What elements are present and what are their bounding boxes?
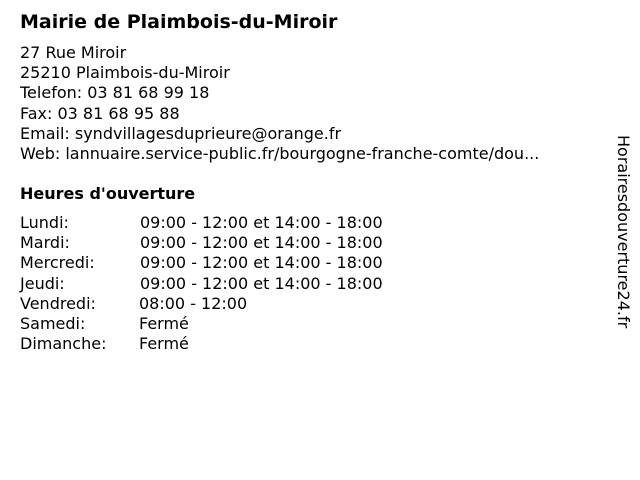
page-title: Mairie de Plaimbois-du-Miroir <box>20 11 338 33</box>
day-label: Mardi: <box>20 233 70 253</box>
address-street: 27 Rue Miroir <box>20 43 127 62</box>
website-url: Web: lannuaire.service-public.fr/bourgogne-franche-comte/dou... <box>20 144 540 164</box>
day-hours: Fermé <box>139 334 189 354</box>
day-hours: Fermé <box>139 313 189 333</box>
day-label: Samedi: <box>20 313 86 333</box>
fax-number: Fax: 03 81 68 95 88 <box>20 103 180 123</box>
day-label: Jeudi: <box>20 273 65 293</box>
email-address: Email: syndvillagesduprieure@orange.fr <box>20 123 342 143</box>
day-hours: 08:00 - 12:00 <box>139 293 248 313</box>
day-hours: 09:00 - 12:00 et 14:00 - 18:00 <box>140 213 383 232</box>
day-hours: 09:00 - 12:00 et 14:00 - 18:00 <box>140 253 383 273</box>
day-label: Dimanche: <box>20 334 107 354</box>
brand-watermark: Horairesdouverture24.fr <box>614 135 633 329</box>
day-label: Vendredi: <box>20 293 96 313</box>
day-label: Mercredi: <box>20 253 95 273</box>
day-hours: 09:00 - 12:00 et 14:00 - 18:00 <box>140 233 383 253</box>
opening-hours-heading: Heures d'ouverture <box>20 184 196 203</box>
address-city: 25210 Plaimbois-du-Miroir <box>20 63 230 83</box>
phone-number: Telefon: 03 81 68 99 18 <box>20 83 210 103</box>
day-hours: 09:00 - 12:00 et 14:00 - 18:00 <box>140 273 383 293</box>
day-label: Lundi: <box>20 213 69 232</box>
contact-info <box>20 43 539 164</box>
